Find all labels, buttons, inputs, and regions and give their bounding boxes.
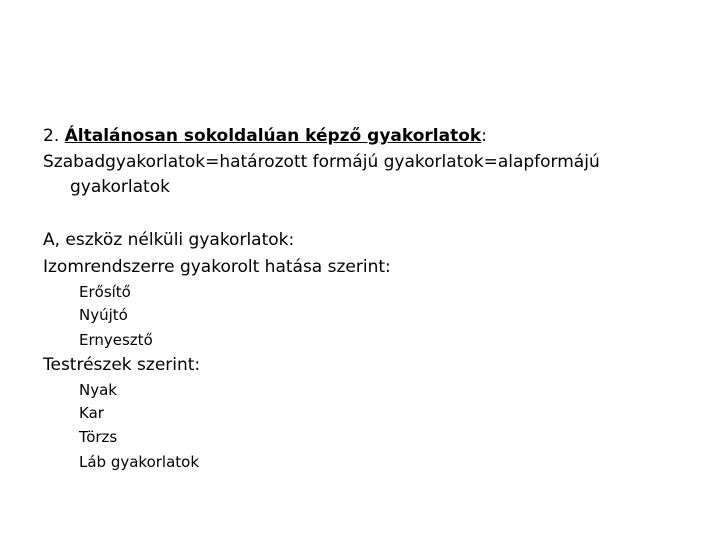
list-item: Nyak [79, 381, 117, 399]
heading-colon: : [481, 126, 487, 146]
list-item: Ernyesztő [79, 331, 153, 349]
section-body-title: Testrészek szerint: [43, 355, 201, 375]
section-a-title: A, eszköz nélküli gyakorlatok: [43, 230, 295, 250]
list-item: Láb gyakorlatok [79, 453, 200, 471]
list-item: Nyújtó [79, 306, 128, 324]
heading [43, 125, 487, 147]
list-item: Kar [79, 404, 104, 422]
list-item: Erősítő [79, 283, 131, 301]
definition-line-2: gyakorlatok [70, 177, 170, 197]
heading-title: Általánosan sokoldalúan képző gyakorlatok [64, 126, 482, 146]
heading-number: 2. [43, 126, 65, 146]
section-a-subtitle: Izomrendszerre gyakorolt hatása szerint: [43, 257, 391, 277]
definition-line-1: Szabadgyakorlatok=határozott formájú gyakorlatok=alapformájú [43, 152, 600, 172]
list-item: Törzs [79, 428, 118, 446]
